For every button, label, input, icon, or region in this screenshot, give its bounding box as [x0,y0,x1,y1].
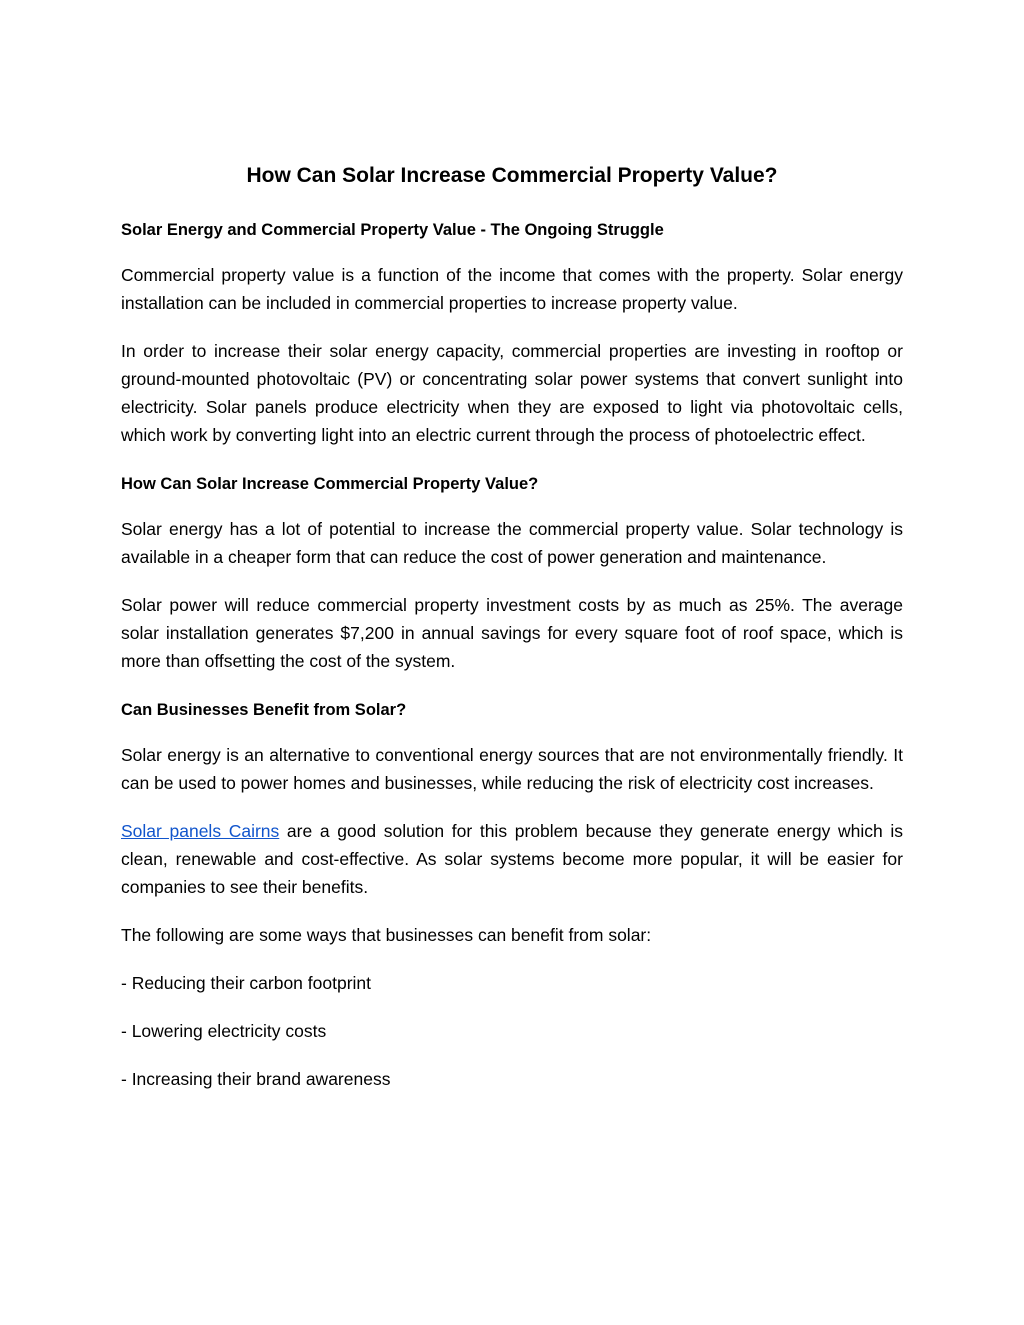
paragraph-alternative-energy: Solar energy is an alternative to conventional energy sources that are not environmentally friendly. It can be used to power homes and businesses, while reducing the risk of electricity cost increases. [121,745,903,793]
document-title: How Can Solar Increase Commercial Property Value? [246,164,778,187]
paragraph-investment-costs: Solar power will reduce commercial property investment costs by as much as 25%. The average solar installation generates $7,200 in annual savings for every square foot of roof space, which is more than offsetting the cost of the system. [121,595,903,671]
solar-panels-cairns-link[interactable]: Solar panels Cairns [121,821,280,841]
section-heading-increase-value: How Can Solar Increase Commercial Property Value? [121,475,539,493]
section-heading-business-benefit: Can Businesses Benefit from Solar? [121,701,407,719]
list-item-brand-awareness: - Increasing their brand awareness [121,1069,391,1089]
list-item-electricity-costs: - Lowering electricity costs [121,1021,327,1041]
paragraph-solar-panels-cairns [121,817,903,901]
paragraph-property-value-function: Commercial property value is a function of the income that comes with the property. Solar energy installation can be included in commercial properties to increase property value. [121,265,903,313]
link-paragraph-text: are a good solution for this problem because they generate energy which is clean, renewable and cost-effective. As solar systems become more popular, it will be easier for companies to see their benefits. [121,821,903,897]
list-item-carbon-footprint: - Reducing their carbon footprint [121,973,371,993]
paragraph-solar-capacity: In order to increase their solar energy capacity, commercial properties are investing in rooftop or ground-mounted photovoltaic (PV) or concentrating solar power systems that convert sunlight into electricity. Solar panels produce electricity when they are exposed to light via photovoltaic cells, which work by converting light into an electric current through the process of photoelectric effect. [121,341,903,445]
section-heading-ongoing-struggle: Solar Energy and Commercial Property Value - The Ongoing Struggle [121,221,664,239]
paragraph-list-intro: The following are some ways that businesses can benefit from solar: [121,925,652,945]
paragraph-solar-potential: Solar energy has a lot of potential to increase the commercial property value. Solar technology is available in a cheaper form that can reduce the cost of power generation and maintenance. [121,519,903,567]
